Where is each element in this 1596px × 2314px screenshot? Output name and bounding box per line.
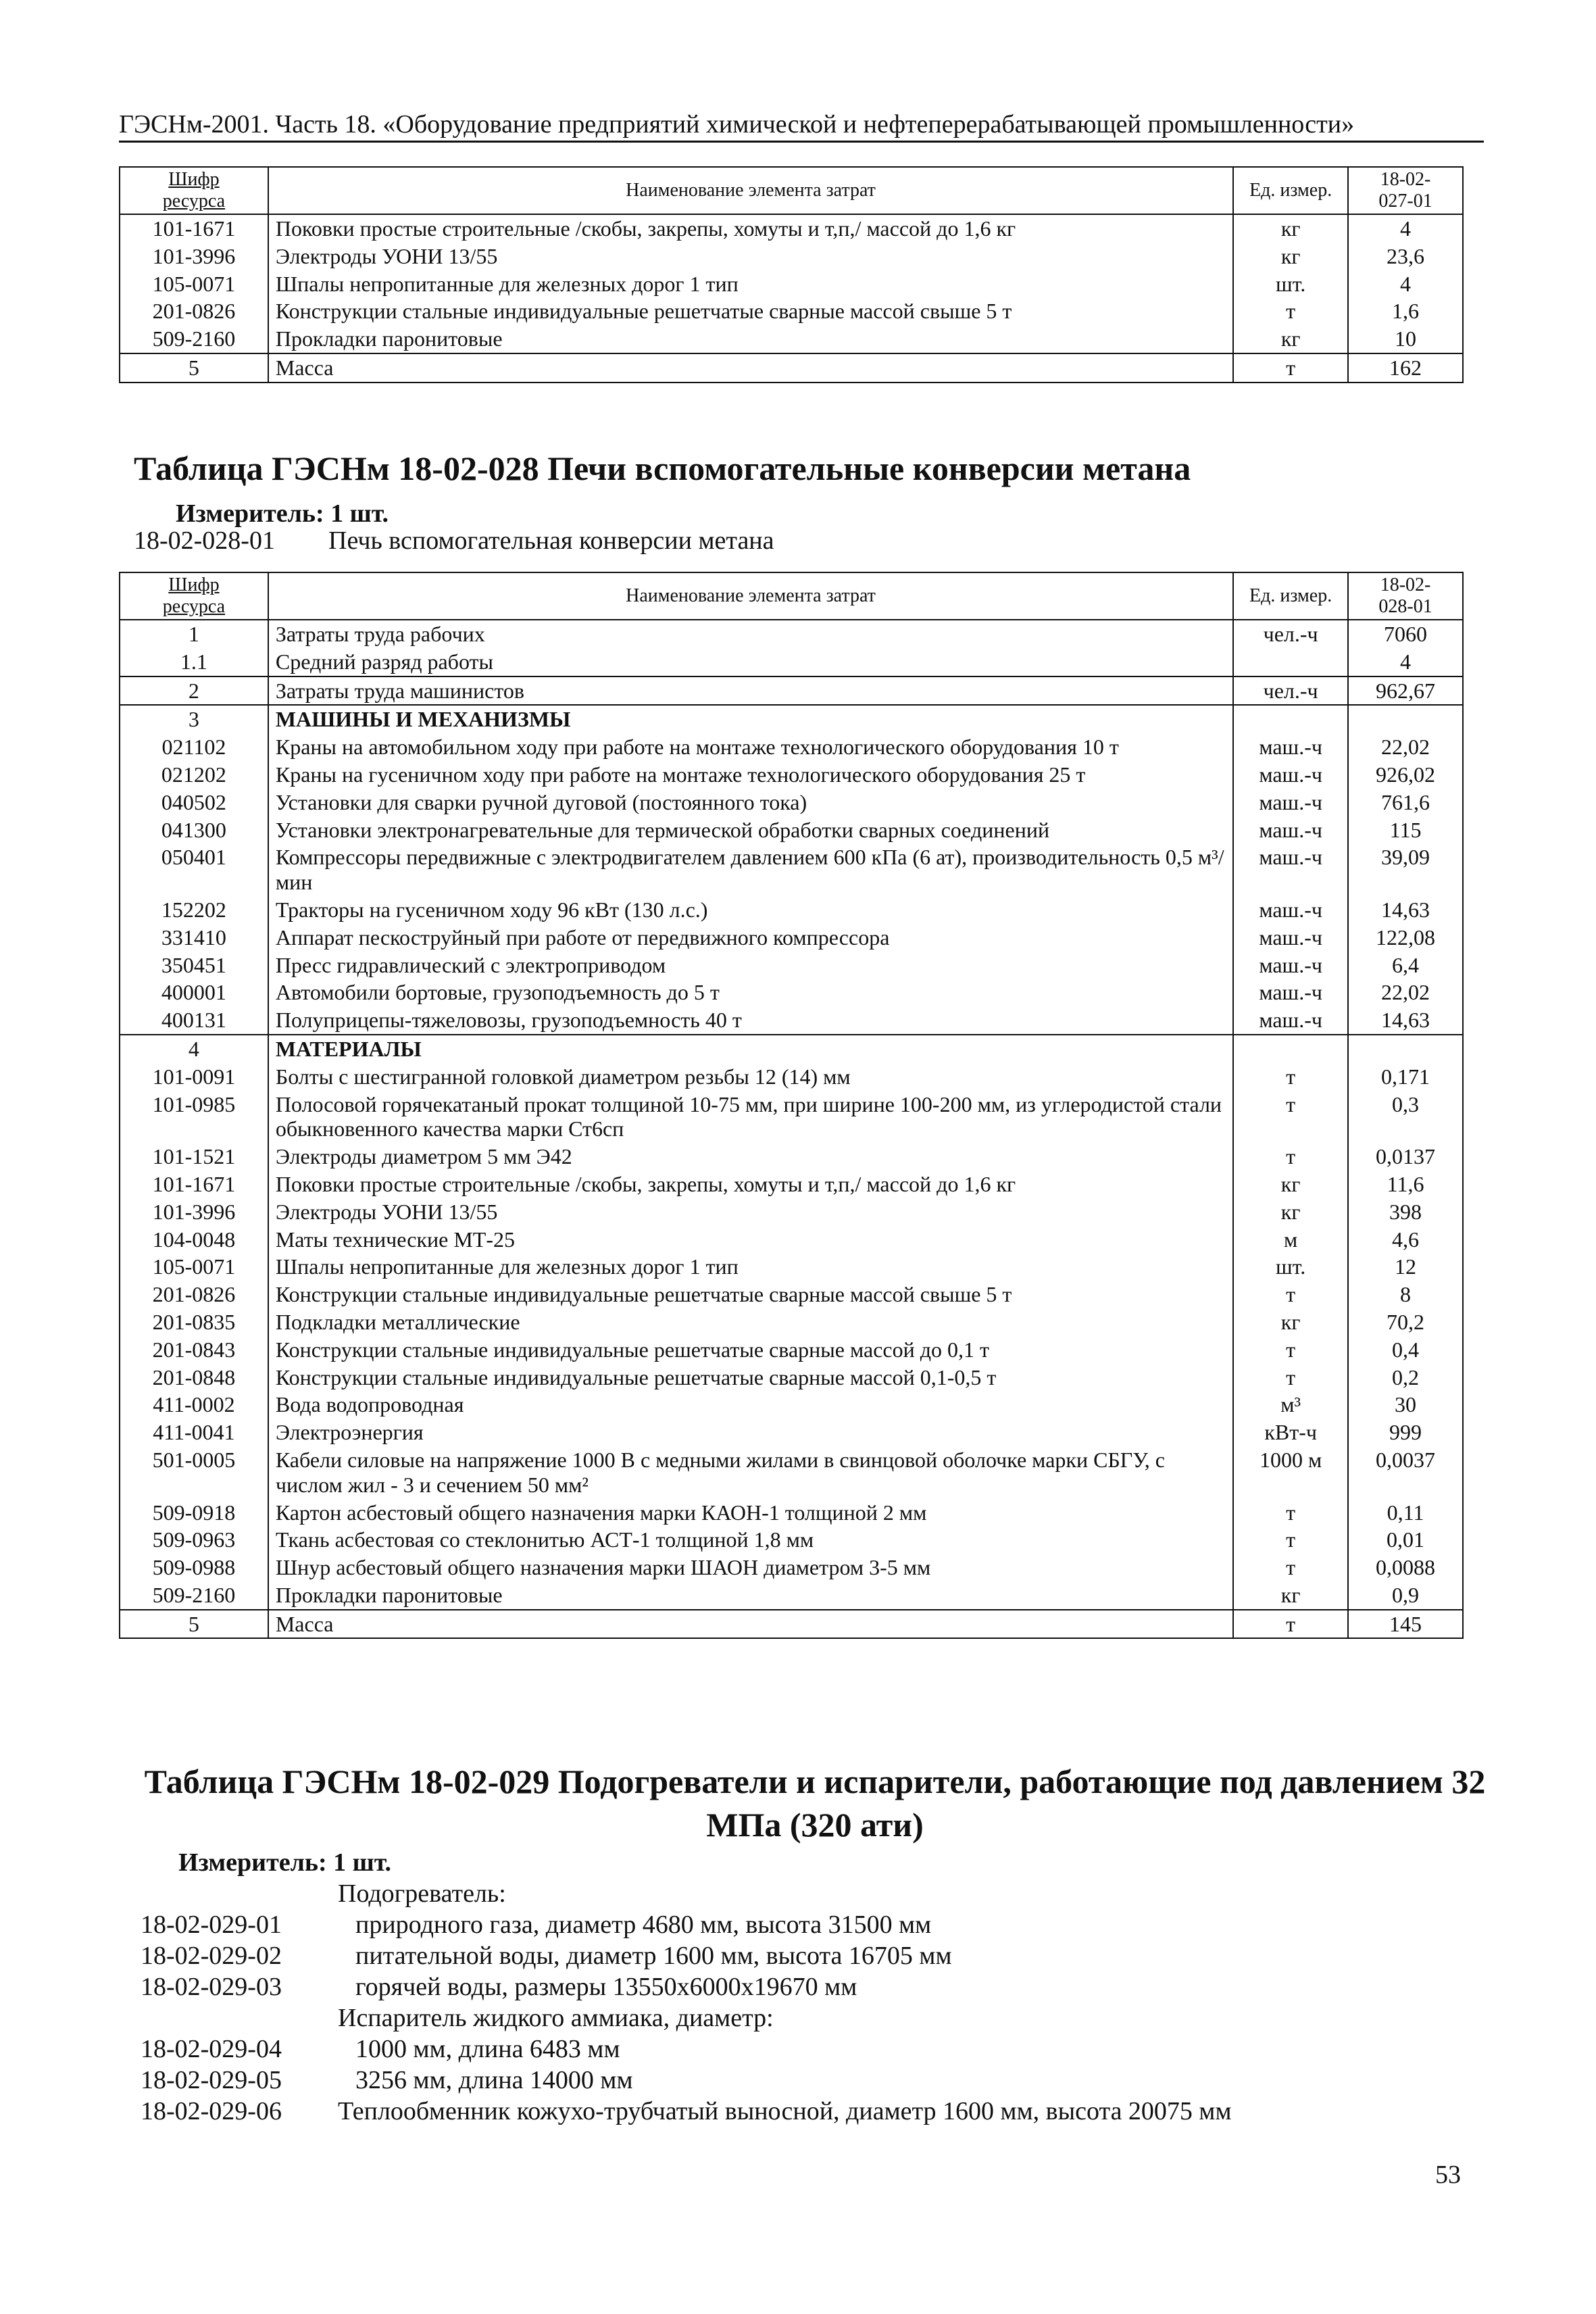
cell-value: 0,01: [1348, 1526, 1463, 1554]
cell-name: Затраты труда рабочих: [268, 620, 1233, 648]
table-body: [120, 620, 1463, 1638]
cell-unit: м: [1233, 1226, 1348, 1254]
cell-value: 926,02: [1348, 761, 1463, 789]
cell-unit: маш.-ч: [1233, 924, 1348, 952]
cell-code: 101-1671: [120, 1171, 268, 1198]
cell-name: Средний разряд работы: [268, 648, 1233, 676]
cell-code: 021102: [120, 733, 268, 761]
table-row: [120, 1006, 1463, 1035]
cell-name: Установки электронагревательные для термической обработки сварных соединений: [268, 816, 1233, 844]
list-item: [141, 2096, 1232, 2126]
cell-value: 30: [1348, 1391, 1463, 1419]
list-item: [141, 1941, 952, 1971]
header-name: Наименование элемента затрат: [268, 167, 1233, 214]
table-row: [120, 214, 1463, 243]
table-row: [120, 1446, 1463, 1499]
running-header: ГЭСНм-2001. Часть 18. «Оборудование предприятий химической и нефтеперерабатывающей промышленности»: [119, 108, 1484, 143]
cell-name: Масса: [268, 1610, 1233, 1639]
list-item: [141, 2034, 620, 2064]
table-title-028: Таблица ГЭСНм 18-02-028 Печи вспомогательные конверсии метана: [134, 449, 1191, 487]
cell-value: 39,09: [1348, 843, 1463, 896]
cell-code: 105-0071: [120, 1253, 268, 1281]
cell-value: 7060: [1348, 620, 1463, 648]
cell-name: Вода водопроводная: [268, 1391, 1233, 1419]
cell-code: 331410: [120, 924, 268, 952]
cell-code: 2: [120, 676, 268, 706]
cell-unit: кг: [1233, 1581, 1348, 1610]
cell-unit: т: [1233, 1336, 1348, 1364]
table-row: [120, 1253, 1463, 1281]
cell-unit: т: [1233, 297, 1348, 325]
cell-value: 8: [1348, 1281, 1463, 1308]
cell-code: 509-2160: [120, 325, 268, 353]
cell-unit: шт.: [1233, 270, 1348, 298]
cell-value: 1,6: [1348, 297, 1463, 325]
cell-unit: кВт-ч: [1233, 1419, 1348, 1446]
table-row: [120, 896, 1463, 924]
cell-name: Конструкции стальные индивидуальные решетчатые сварные массой 0,1-0,5 т: [268, 1364, 1233, 1392]
cell-code: 101-3996: [120, 1198, 268, 1226]
cell-name: Электроды УОНИ 13/55: [268, 243, 1233, 270]
table-row: [120, 648, 1463, 676]
cell-name: Конструкции стальные индивидуальные решетчатые сварные массой свыше 5 т: [268, 1281, 1233, 1308]
table-row: [120, 1391, 1463, 1419]
cell-unit: т: [1233, 1143, 1348, 1171]
cell-value: 12: [1348, 1253, 1463, 1281]
table-row: [120, 789, 1463, 816]
cell-unit: чел.-ч: [1233, 676, 1348, 706]
cell-code: 101-0091: [120, 1063, 268, 1091]
cell-code: 201-0826: [120, 1281, 268, 1308]
cell-value: 162: [1348, 353, 1463, 383]
table-row: [120, 1419, 1463, 1446]
cell-code: 101-3996: [120, 243, 268, 270]
cell-value: 0,0137: [1348, 1143, 1463, 1171]
header-unit: Ед. измер.: [1233, 167, 1348, 214]
cell-name: Кабели силовые на напряжение 1000 В с медными жилами в свинцовой оболочке марки СБГУ, с числом жил - 3 и сечением 50 мм²: [268, 1446, 1233, 1499]
table-row: [120, 1554, 1463, 1581]
cell-unit: кг: [1233, 214, 1348, 243]
cell-value: 0,0037: [1348, 1446, 1463, 1499]
cell-code: 5: [120, 1610, 268, 1639]
cell-name: Поковки простые строительные /скобы, закрепы, хомуты и т,п,/ массой до 1,6 кг: [268, 1171, 1233, 1198]
cell-name: Шнур асбестовый общего назначения марки ШАОН диаметром 3-5 мм: [268, 1554, 1233, 1581]
cell-code: 5: [120, 353, 268, 383]
cell-unit: чел.-ч: [1233, 620, 1348, 648]
item-name: Теплообменник кожухо-трубчатый выносной, диаметр 1600 мм, высота 20075 мм: [338, 2097, 1232, 2125]
group-label-heaters: Подогреватель:: [338, 1879, 506, 1908]
table-row: [120, 952, 1463, 979]
cell-value: 4,6: [1348, 1226, 1463, 1254]
cell-value: 6,4: [1348, 952, 1463, 979]
cell-code: 152202: [120, 896, 268, 924]
cell-value: 70,2: [1348, 1308, 1463, 1336]
cell-code: 4: [120, 1035, 268, 1063]
table-row: [120, 270, 1463, 298]
cell-code: 411-0041: [120, 1419, 268, 1446]
cell-unit: т: [1233, 353, 1348, 383]
item-name: горячей воды, размеры 13550х6000х19670 мм: [355, 1973, 857, 2001]
table-row: [120, 1610, 1463, 1639]
cell-name: МАШИНЫ И МЕХАНИЗМЫ: [268, 705, 1233, 733]
cell-unit: маш.-ч: [1233, 733, 1348, 761]
cell-code: 050401: [120, 843, 268, 896]
title-line-2: МПа (320 ати): [706, 1806, 924, 1844]
cell-value: 145: [1348, 1610, 1463, 1639]
cell-unit: т: [1233, 1526, 1348, 1554]
cell-code: 040502: [120, 789, 268, 816]
table-row: [120, 1063, 1463, 1091]
cell-value: 398: [1348, 1198, 1463, 1226]
cell-value: 122,08: [1348, 924, 1463, 952]
table-row: [120, 1091, 1463, 1143]
cell-unit: м³: [1233, 1391, 1348, 1419]
cell-name: Краны на автомобильном ходу при работе на монтаже технологического оборудования 10 т: [268, 733, 1233, 761]
cell-code: 501-0005: [120, 1446, 268, 1499]
table-row: [120, 1143, 1463, 1171]
cell-unit: кг: [1233, 243, 1348, 270]
item-code: 18-02-029-01: [141, 1911, 282, 1939]
cell-code: 509-0988: [120, 1554, 268, 1581]
item-name: природного газа, диаметр 4680 мм, высота 31500 мм: [355, 1911, 932, 1939]
cell-value: 115: [1348, 816, 1463, 844]
table-row: [120, 1308, 1463, 1336]
cell-value: 0,3: [1348, 1091, 1463, 1143]
cell-name: Прокладки паронитовые: [268, 325, 1233, 353]
cell-unit: [1233, 648, 1348, 676]
item-name: Печь вспомогательная конверсии метана: [328, 526, 774, 555]
table-row: [120, 620, 1463, 648]
cell-code: 101-1521: [120, 1143, 268, 1171]
cell-unit: т: [1233, 1091, 1348, 1143]
cell-unit: т: [1233, 1610, 1348, 1639]
cell-unit: маш.-ч: [1233, 1006, 1348, 1035]
cell-code: 509-2160: [120, 1581, 268, 1610]
cell-unit: т: [1233, 1281, 1348, 1308]
cell-value: 22,02: [1348, 979, 1463, 1006]
table-row: [120, 924, 1463, 952]
cell-value: 4: [1348, 270, 1463, 298]
group-label-evaporators: Испаритель жидкого аммиака, диаметр:: [338, 2004, 774, 2032]
cell-value: [1348, 1035, 1463, 1063]
cell-unit: кг: [1233, 1308, 1348, 1336]
table-row: [120, 705, 1463, 733]
cell-name: Подкладки металлические: [268, 1308, 1233, 1336]
table-row: [120, 733, 1463, 761]
cell-name: Краны на гусеничном ходу при работе на монтаже технологического оборудования 25 т: [268, 761, 1233, 789]
item-name: 3256 мм, длина 14000 мм: [355, 2066, 633, 2094]
table-row: [120, 1336, 1463, 1364]
cell-value: 999: [1348, 1419, 1463, 1446]
cell-name: Автомобили бортовые, грузоподъемность до 5 т: [268, 979, 1233, 1006]
cell-unit: т: [1233, 1063, 1348, 1091]
cell-code: 101-1671: [120, 214, 268, 243]
table-row: [120, 1281, 1463, 1308]
table-row: [120, 676, 1463, 706]
cell-name: Прокладки паронитовые: [268, 1581, 1233, 1610]
cell-name: Тракторы на гусеничном ходу 96 кВт (130 л.с.): [268, 896, 1233, 924]
cell-value: 22,02: [1348, 733, 1463, 761]
cell-code: 400131: [120, 1006, 268, 1035]
cell-unit: кг: [1233, 1198, 1348, 1226]
cell-name: Компрессоры передвижные с электродвигателем давлением 600 кПа (6 ат), производительность 0,5 м³/мин: [268, 843, 1233, 896]
cell-code: 1.1: [120, 648, 268, 676]
cell-code: 201-0826: [120, 297, 268, 325]
item-028-01: [134, 526, 774, 556]
cell-name: Электроэнергия: [268, 1419, 1233, 1446]
header-code: Шифр ресурса: [120, 572, 268, 620]
cell-code: 041300: [120, 816, 268, 844]
table-row: [120, 1226, 1463, 1254]
table-row: [120, 1581, 1463, 1610]
cell-unit: т: [1233, 1364, 1348, 1392]
cell-name: Болты с шестигранной головкой диаметром резьбы 12 (14) мм: [268, 1063, 1233, 1091]
cell-unit: маш.-ч: [1233, 979, 1348, 1006]
table-body: [120, 214, 1463, 383]
cell-code: 201-0848: [120, 1364, 268, 1392]
cell-value: 761,6: [1348, 789, 1463, 816]
list-item: [141, 1972, 857, 2002]
cell-name: МАТЕРИАЛЫ: [268, 1035, 1233, 1063]
cell-value: 0,2: [1348, 1364, 1463, 1392]
cell-unit: маш.-ч: [1233, 789, 1348, 816]
cell-unit: [1233, 1035, 1348, 1063]
table-row: [120, 1171, 1463, 1198]
cell-unit: т: [1233, 1554, 1348, 1581]
header-unit: Ед. измер.: [1233, 572, 1348, 620]
header-name: Наименование элемента затрат: [268, 572, 1233, 620]
cell-name: Аппарат пескоструйный при работе от передвижного компрессора: [268, 924, 1233, 952]
cell-value: [1348, 705, 1463, 733]
header-norm: 18-02- 027-01: [1348, 167, 1463, 214]
cell-name: Ткань асбестовая со стеклонитью АСТ-1 толщиной 1,8 мм: [268, 1526, 1233, 1554]
item-code: 18-02-028-01: [134, 526, 275, 555]
table-row: [120, 353, 1463, 383]
table-row: [120, 243, 1463, 270]
table-row: [120, 1364, 1463, 1392]
cell-value: 23,6: [1348, 243, 1463, 270]
cell-value: 0,0088: [1348, 1554, 1463, 1581]
cell-value: 0,11: [1348, 1499, 1463, 1527]
cell-name: Картон асбестовый общего назначения марки КАОН-1 толщиной 2 мм: [268, 1499, 1233, 1527]
table-row: [120, 1526, 1463, 1554]
cell-unit: маш.-ч: [1233, 816, 1348, 844]
cell-unit: кг: [1233, 1171, 1348, 1198]
cell-code: 400001: [120, 979, 268, 1006]
cell-unit: шт.: [1233, 1253, 1348, 1281]
cell-name: Полосовой горячекатаный прокат толщиной 10-75 мм, при ширине 100-200 мм, из углеродистой стали обыкновенного качества марки Ст6сп: [268, 1091, 1233, 1143]
table-row: [120, 1198, 1463, 1226]
cell-name: Пресс гидравлический с электроприводом: [268, 952, 1233, 979]
cell-code: 509-0963: [120, 1526, 268, 1554]
header-norm: 18-02- 028-01: [1348, 572, 1463, 620]
table-row: [120, 325, 1463, 353]
table-row: [120, 1035, 1463, 1063]
cell-unit: маш.-ч: [1233, 761, 1348, 789]
cell-code: 104-0048: [120, 1226, 268, 1254]
table-header-row: [120, 167, 1463, 214]
cell-value: 14,63: [1348, 896, 1463, 924]
cell-unit: маш.-ч: [1233, 896, 1348, 924]
list-item: [141, 1910, 932, 1940]
cell-code: 509-0918: [120, 1499, 268, 1527]
cell-unit: 1000 м: [1233, 1446, 1348, 1499]
item-code: 18-02-029-04: [141, 2035, 282, 2063]
cell-value: 0,171: [1348, 1063, 1463, 1091]
table-row: [120, 979, 1463, 1006]
item-name: 1000 мм, длина 6483 мм: [355, 2035, 620, 2063]
title-line-1: Таблица ГЭСНм 18-02-029 Подогреватели и испарители, работающие под давлением 32: [144, 1763, 1486, 1800]
cell-value: 14,63: [1348, 1006, 1463, 1035]
table-row: [120, 1499, 1463, 1527]
resource-table-027: [119, 166, 1464, 383]
cell-name: Маты технические МТ-25: [268, 1226, 1233, 1254]
cell-code: 105-0071: [120, 270, 268, 298]
table-row: [120, 297, 1463, 325]
table-row: [120, 843, 1463, 896]
item-code: 18-02-029-02: [141, 1942, 282, 1970]
item-code: 18-02-029-05: [141, 2066, 282, 2094]
cell-code: 021202: [120, 761, 268, 789]
cell-code: 350451: [120, 952, 268, 979]
cell-name: Конструкции стальные индивидуальные решетчатые сварные массой до 0,1 т: [268, 1336, 1233, 1364]
cell-unit: т: [1233, 1499, 1348, 1527]
cell-name: Затраты труда машинистов: [268, 676, 1233, 706]
cell-name: Полуприцепы-тяжеловозы, грузоподъемность 40 т: [268, 1006, 1233, 1035]
list-item: [141, 2065, 633, 2095]
cell-value: 0,9: [1348, 1581, 1463, 1610]
cell-name: Электроды диаметром 5 мм Э42: [268, 1143, 1233, 1171]
cell-unit: маш.-ч: [1233, 843, 1348, 896]
cell-name: Шпалы непропитанные для железных дорог 1 тип: [268, 1253, 1233, 1281]
measure-028: Измеритель: 1 шт.: [176, 499, 389, 528]
cell-code: 1: [120, 620, 268, 648]
cell-code: 101-0985: [120, 1091, 268, 1143]
cell-code: 411-0002: [120, 1391, 268, 1419]
cell-unit: [1233, 705, 1348, 733]
cell-value: 10: [1348, 325, 1463, 353]
cell-name: Поковки простые строительные /скобы, закрепы, хомуты и т,п,/ массой до 1,6 кг: [268, 214, 1233, 243]
item-name: питательной воды, диаметр 1600 мм, высота 16705 мм: [355, 1942, 952, 1970]
page-number: 53: [1435, 2161, 1461, 2189]
table-row: [120, 816, 1463, 844]
resource-table-028: [119, 572, 1464, 1639]
cell-value: 0,4: [1348, 1336, 1463, 1364]
cell-name: Шпалы непропитанные для железных дорог 1 тип: [268, 270, 1233, 298]
cell-name: Установки для сварки ручной дуговой (постоянного тока): [268, 789, 1233, 816]
cell-unit: маш.-ч: [1233, 952, 1348, 979]
measure-029: Измеритель: 1 шт.: [178, 1848, 392, 1877]
cell-name: Конструкции стальные индивидуальные решетчатые сварные массой свыше 5 т: [268, 297, 1233, 325]
table-header-row: [120, 572, 1463, 620]
cell-value: 4: [1348, 214, 1463, 243]
cell-code: 201-0843: [120, 1336, 268, 1364]
cell-code: 3: [120, 705, 268, 733]
cell-value: 962,67: [1348, 676, 1463, 706]
cell-value: 11,6: [1348, 1171, 1463, 1198]
cell-name: Электроды УОНИ 13/55: [268, 1198, 1233, 1226]
table-row: [120, 761, 1463, 789]
item-code: 18-02-029-06: [141, 2097, 282, 2125]
cell-name: Масса: [268, 353, 1233, 383]
cell-unit: кг: [1233, 325, 1348, 353]
table-title-029: [139, 1760, 1491, 1846]
cell-code: 201-0835: [120, 1308, 268, 1336]
cell-value: 4: [1348, 648, 1463, 676]
header-code: Шифр ресурса: [120, 167, 268, 214]
item-code: 18-02-029-03: [141, 1973, 282, 2001]
